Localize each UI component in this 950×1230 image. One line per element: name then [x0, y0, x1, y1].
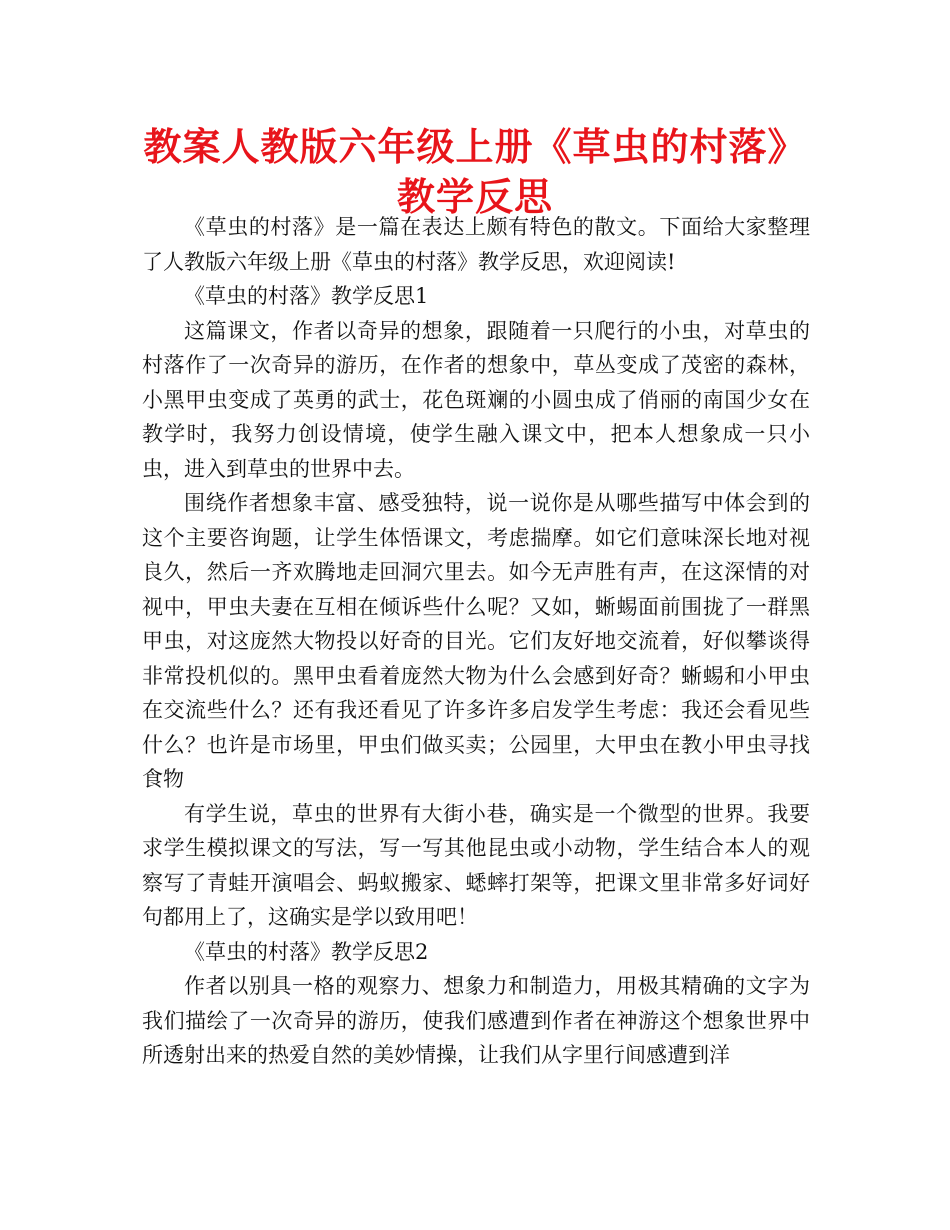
section-heading-2: 《草虫的村落》教学反思2 [184, 939, 429, 964]
document-title: 教案人教版六年级上册《草虫的村落》教学反思 [143, 125, 807, 219]
section-heading-1: 《草虫的村落》教学反思1 [184, 284, 429, 308]
body-paragraph: 作者以别具一格的观察力、想象力和制造力，用极其精确的文字为我们描绘了一次奇异的游历，使我们感遭到作者在神游这个想象世界中所透射出来的热爱自然的美妙情操，让我们从字里行间感遭到洋 [142, 974, 810, 1067]
intro-paragraph: 《草虫的村落》是一篇在表达上颇有特色的散文。下面给大家整理了人教版六年级上册《草虫的村落》教学反思，欢迎阅读! [142, 215, 810, 274]
document-body [142, 210, 810, 1073]
body-paragraph: 围绕作者想象丰富、感受独特，说一说你是从哪些描写中体会到的这个主要咨询题，让学生体悟课文，考虑揣摩。如它们意味深长地对视良久，然后一齐欢腾地走回洞穴里去。如今无声胜有声，在这深情的对视中，甲虫夫妻在互相在倾诉些什么呢？又如，蜥蜴面前围拢了一群黑甲虫，对这庞然大物投以好奇的目光。它们友好地交流着，好似攀谈得非常投机似的。黑甲虫看着庞然大物为什么会感到好奇？蜥蜴和小甲虫在交流些什么？还有我还看见了许多许多启发学生考虑：我还会看见些什么？也许是市场里，甲虫们做买卖；公园里，大甲虫在教小甲虫寻找食物 [142, 491, 810, 791]
body-paragraph: 这篇课文，作者以奇异的想象，跟随着一只爬行的小虫，对草虫的村落作了一次奇异的游历，在作者的想象中，草丛变成了茂密的森林，小黑甲虫变成了英勇的武士，花色斑斓的小圆虫成了俏丽的南国少女在教学时，我努力创设情境，使学生融入课文中，把本人想象成一只小虫，进入到草虫的世界中去。 [142, 318, 810, 481]
body-paragraph: 有学生说，草虫的世界有大街小巷，确实是一个微型的世界。我要求学生模拟课文的写法，写一写其他昆虫或小动物，学生结合本人的观察写了青蛙开演唱会、蚂蚁搬家、蟋蟀打架等，把课文里非常多好词好句都用上了，这确实是学以致用吧！ [142, 801, 810, 929]
